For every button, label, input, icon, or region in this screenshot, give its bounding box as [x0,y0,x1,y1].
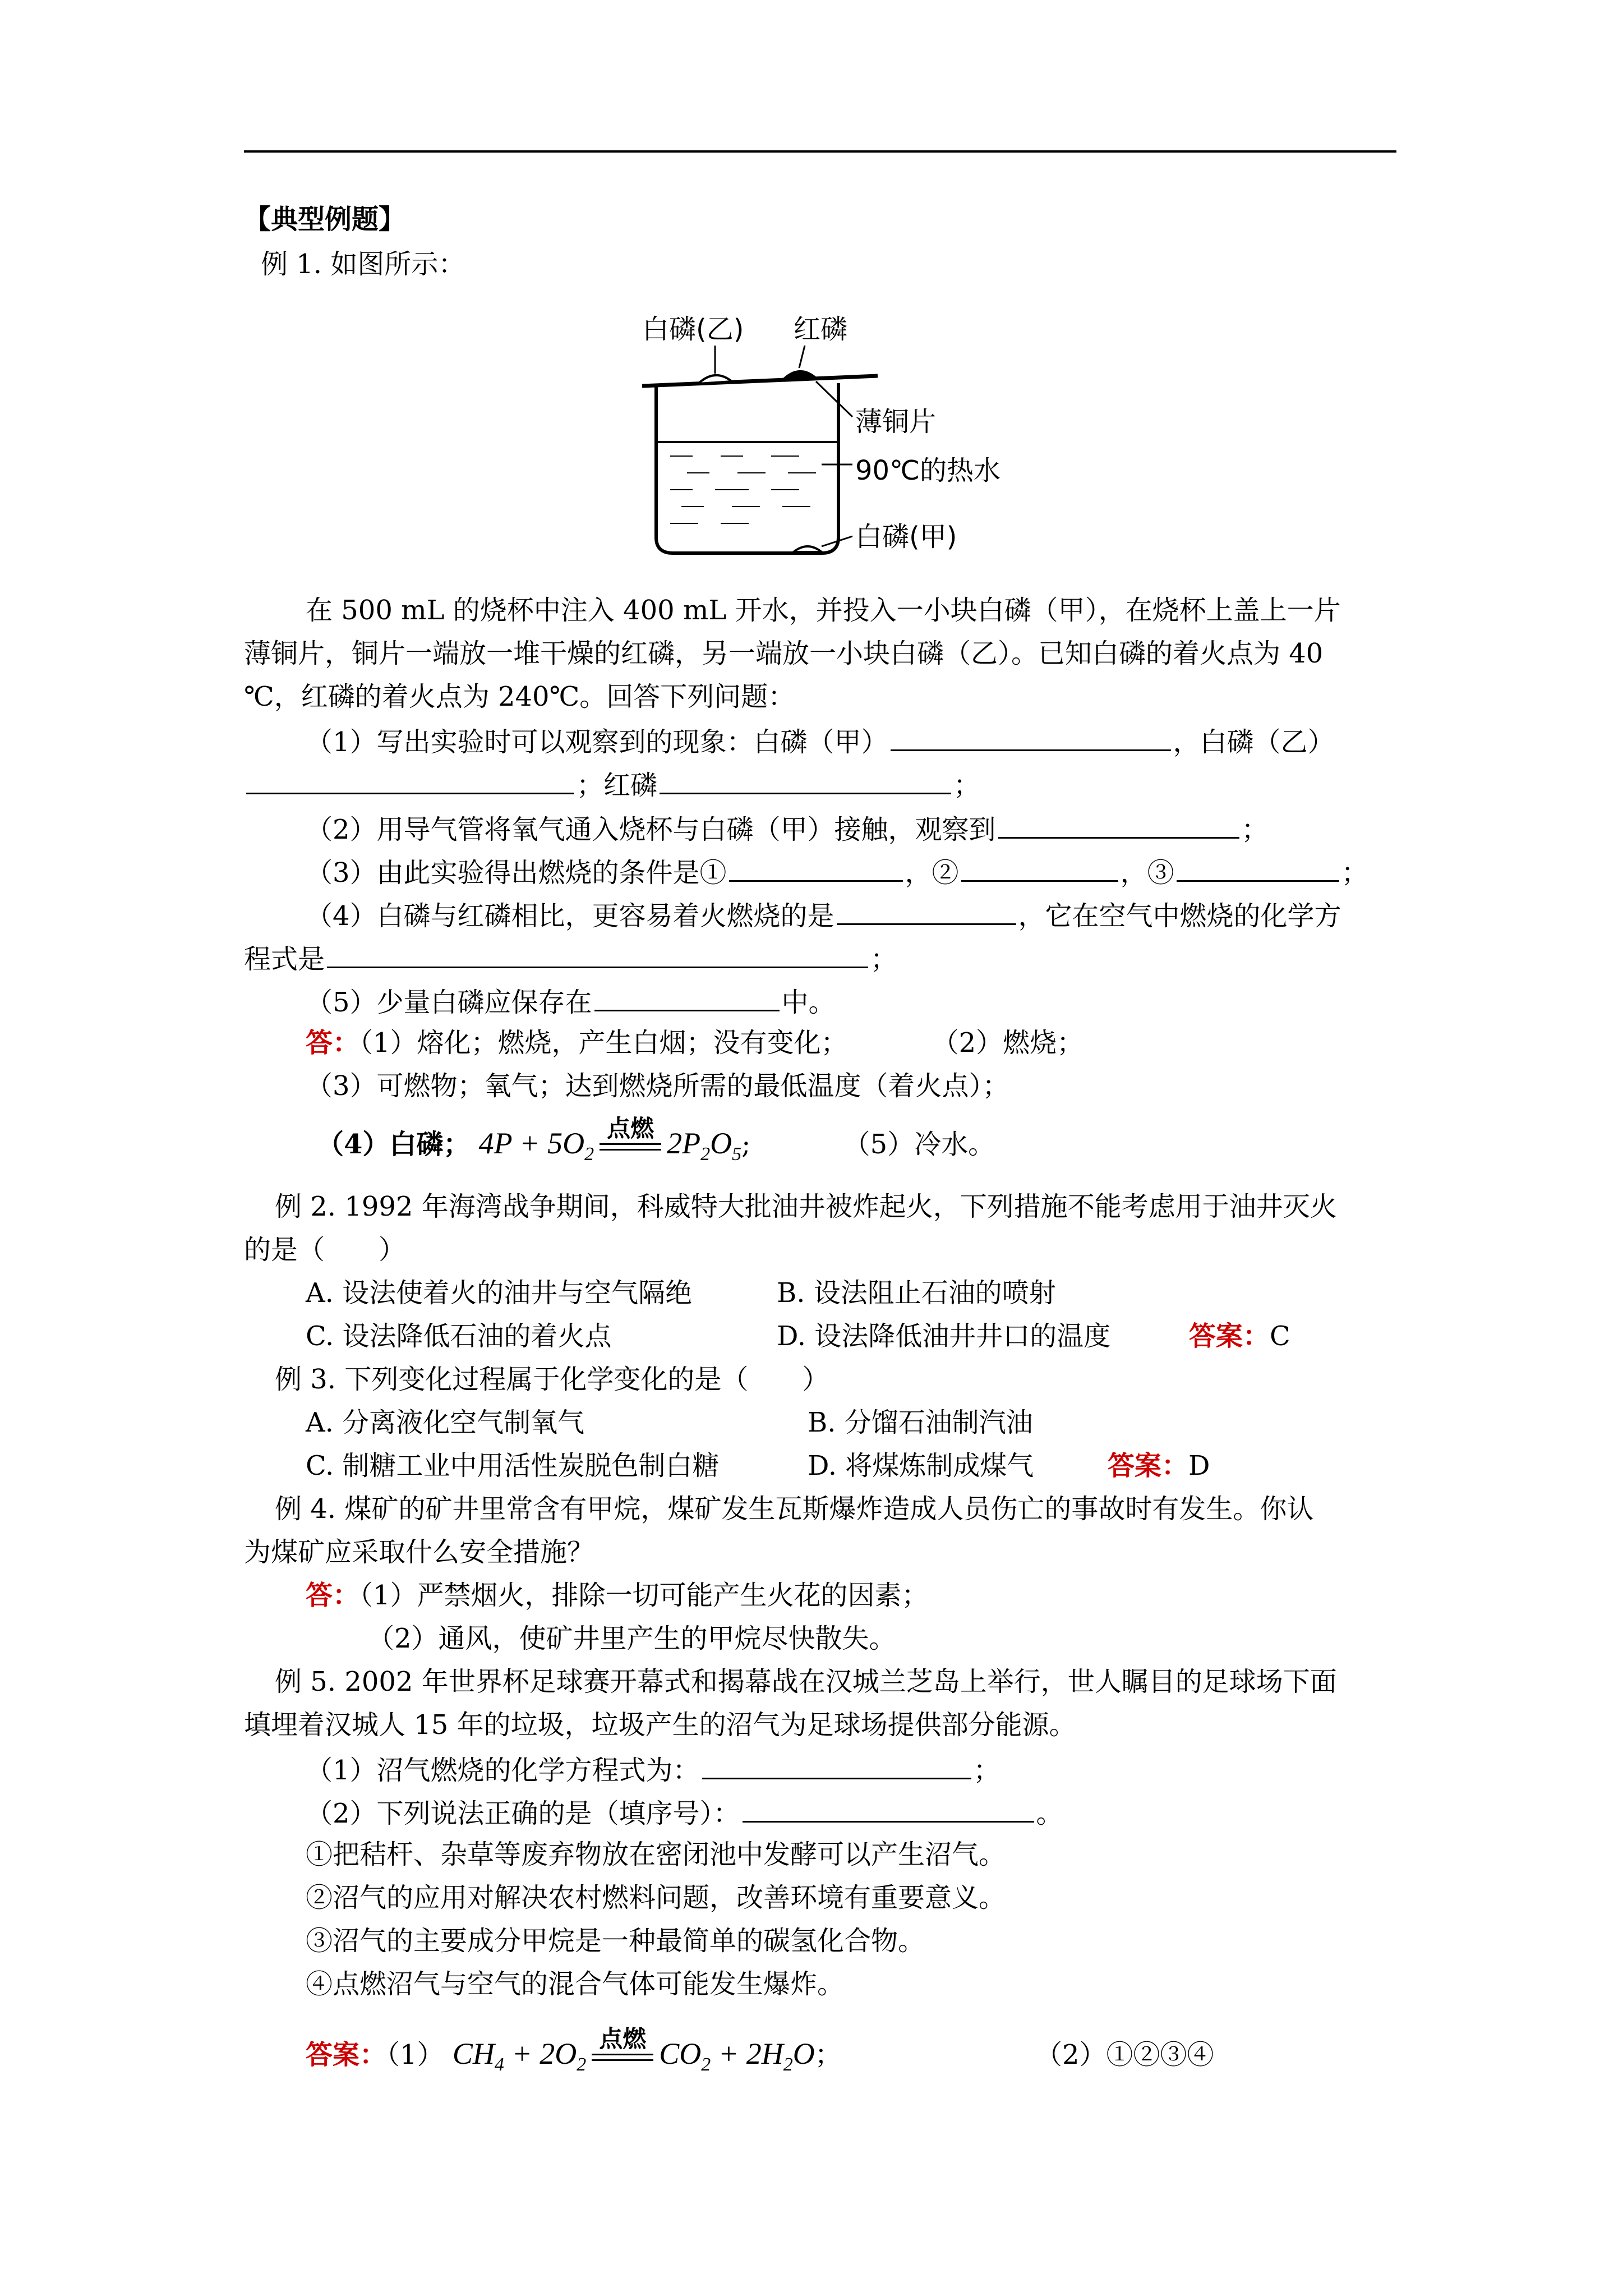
ex1-answer-label: 答： [306,1027,360,1059]
ex4-answer-label: 答： [306,1580,360,1611]
ex5-subq2-text: （2）下列说法正确的是（填序号）： [306,1798,740,1829]
ex1-q2-blank[interactable] [998,809,1239,839]
ex1-q3-sep-1: ，② [905,857,959,889]
ex1-q1-text-c: ；红磷 [577,770,658,801]
ex5-subq1 [306,1750,1000,1789]
section-heading: 【典型例题】 [244,204,406,235]
ex1-q3-blank-3[interactable] [1177,852,1339,882]
ex1-answer-line4: （4）白磷； $4P + 5O_2$ 点燃 $2P_2O_5$; （5）冷水。 [317,1116,995,1165]
ex1-answer-1: （1）熔化；燃烧，产生白烟；没有变化； [359,1027,848,1059]
ex3-answer-label: 答案： [1108,1450,1189,1481]
ex1-para-2: 薄铜片，铜片一端放一堆干燥的红磷，另一端放一小块白磷（乙）。已知白磷的着火点为 40 [244,638,1324,669]
header-rule [244,150,1396,153]
ex5-item-3: ③沼气的主要成分甲烷是一种最简单的碳氢化合物。 [306,1925,925,1957]
ex3-option-b: B. 分馏石油制汽油 [808,1407,1033,1438]
equation-arrow: 点燃 [600,1135,661,1158]
ex3-option-a: A. 分离液化空气制氧气 [306,1407,585,1438]
ex1-q4-blank-2[interactable] [327,938,868,968]
ex1-para-3: ℃，红磷的着火点为 240℃。回答下列问题： [244,681,795,712]
ex2-option-c: C. 设法降低石油的着火点 [306,1320,612,1352]
ex2-option-d: D. 设法降低油井井口的温度 [777,1320,1111,1352]
ex2-question-line2: 的是（ ） [244,1234,406,1266]
ex1-q4-blank-1[interactable] [837,895,1016,925]
ex5-subq2-blank[interactable] [743,1793,1034,1823]
ex3-answer-value: D [1188,1450,1210,1481]
ex1-q4-line1 [306,895,1341,935]
ex4-answer-1: （1）严禁烟火，排除一切可能产生火花的因素； [359,1580,929,1611]
ex1-q3 [306,852,1368,891]
ex3-answer [1108,1447,1210,1484]
ex1-q1-text-d: ； [953,770,981,801]
ex1-q1-text-a: （1）写出实验时可以观察到的现象：白磷（甲） [306,726,888,758]
ex2-option-a: A. 设法使着火的油井与空气隔绝 [306,1277,693,1309]
ex5-subq2 [306,1793,1063,1832]
ex4-answer-line1 [306,1577,929,1614]
ex1-q2-text: （2）用导气管将氧气通入烧杯与白磷（甲）接触，观察到 [306,814,996,845]
ex1-q1-line1 [306,721,1335,761]
ex1-q2 [306,809,1269,848]
ex4-question-line2: 为煤矿应采取什么安全措施？ [244,1536,594,1568]
methane-equation: $CH_4 + 2O_2$ 点燃 $CO_2 + 2H_2O$ [452,2026,815,2075]
label-copper-sheet: 薄铜片 [855,406,937,438]
ex1-q4-tail: ； [870,944,898,975]
ex1-q4-text-b: ，它在空气中燃烧的化学方 [1018,900,1341,932]
label-hot-water: 90℃的热水 [855,455,1000,486]
ex5-item-1: ①把秸杆、杂草等废弃物放在密闭池中发酵可以产生沼气。 [306,1839,1006,1870]
ex5-answer-label: 答案： [306,2039,387,2070]
ex1-intro: 例 1. 如图所示： [261,249,465,280]
ex5-item-4: ④点燃沼气与空气的混合气体可能发生爆炸。 [306,1968,845,2000]
ex5-item-2: ②沼气的应用对解决农村燃料问题，改善环境有重要意义。 [306,1882,1006,1913]
label-white-phosphorus-b: 白磷(乙) [642,314,744,345]
ex1-q1-line2 [244,765,980,804]
ex3-option-d: D. 将煤炼制成煤气 [808,1450,1034,1481]
ex1-q1-text-b: ，白磷（乙） [1173,726,1335,758]
ex5-question-line2: 填埋着汉城人 15 年的垃圾，垃圾产生的沼气为足球场提供部分能源。 [244,1709,1076,1741]
ex2-answer-label: 答案： [1189,1320,1270,1352]
ex5-subq1-tail: ； [973,1755,1000,1786]
ex1-q4-text-c: 程式是 [244,944,325,975]
ex2-answer [1189,1318,1290,1355]
ex1-answer-2: （2）燃烧； [932,1027,1084,1059]
equation-arrow: 点燃 [592,2046,653,2068]
label-white-phosphorus-a: 白磷(甲) [855,521,957,553]
ex1-q3-blank-1[interactable] [729,852,903,882]
ex1-q1-blank-1[interactable] [891,721,1171,751]
ex1-answer-5: （5）冷水。 [843,1129,995,1160]
ex2-answer-value: C [1270,1320,1290,1352]
ex1-q5-tail: 中。 [781,987,836,1018]
ex1-q3-blank-2[interactable] [961,852,1118,882]
ex1-answer-3: （3）可燃物；氧气；达到燃烧所需的最低温度（着火点）； [306,1070,1009,1102]
ex4-question-line1: 例 4. 煤矿的矿井里常含有甲烷，煤矿发生瓦斯爆炸造成人员伤亡的事故时有发生。你认 [275,1493,1314,1525]
ex1-para-1: 在 500 mL 的烧杯中注入 400 mL 开水，并投入一小块白磷（甲），在烧杯上盖上一片 [306,595,1341,626]
ex1-q1-blank-2[interactable] [246,765,574,794]
ex1-answer-4-label: （4）白磷； [317,1129,471,1160]
ex2-option-b: B. 设法阻止石油的喷射 [777,1277,1056,1309]
beaker-figure [631,302,1068,560]
ex1-q5-text: （5）少量白磷应保存在 [306,987,592,1018]
ex5-answer-line: 答案：（1） $CH_4 + 2O_2$ 点燃 $CO_2 + 2H_2O$； （2）①②③④ [306,2026,1214,2075]
ex1-q3-text: （3）由此实验得出燃烧的条件是① [306,857,727,889]
ex1-q2-tail: ； [1241,814,1269,845]
ex3-option-c: C. 制糖工业中用活性炭脱色制白糖 [306,1450,720,1481]
ex1-q3-tail: ； [1341,857,1368,889]
ex5-subq1-blank[interactable] [702,1750,971,1779]
ex4-answer-2: （2）通风，使矿井里产生的甲烷尽快散失。 [367,1623,896,1654]
label-red-phosphorus: 红磷 [794,314,848,345]
ex1-q5 [306,982,836,1021]
ex5-subq1-text: （1）沼气燃烧的化学方程式为： [306,1755,700,1786]
ex1-answer-line1 [306,1024,1083,1061]
ex2-question-line1: 例 2. 1992 年海湾战争期间，科威特大批油井被炸起火，下列措施不能考虑用于油井灭火 [275,1191,1337,1222]
ex3-question: 例 3. 下列变化过程属于化学变化的是（ ） [275,1364,829,1395]
ex5-answer-2: （2）①②③④ [1035,2039,1214,2070]
ex1-q3-sep-2: ，③ [1120,857,1174,889]
ex1-q5-blank[interactable] [594,982,780,1011]
phosphorus-equation: $4P + 5O_2$ 点燃 $2P_2O_5$ [478,1116,742,1165]
ex5-subq2-tail: 。 [1036,1798,1063,1829]
ex5-question-line1: 例 5. 2002 年世界杯足球赛开幕式和揭幕战在汉城兰芝岛上举行，世人瞩目的足球场下面 [275,1666,1337,1697]
ex1-q1-blank-3[interactable] [660,765,951,794]
ex1-q4-line2 [244,938,897,978]
ex1-q4-text-a: （4）白磷与红磷相比，更容易着火燃烧的是 [306,900,834,932]
ex5-answer-prefix: （1） [386,2039,444,2070]
